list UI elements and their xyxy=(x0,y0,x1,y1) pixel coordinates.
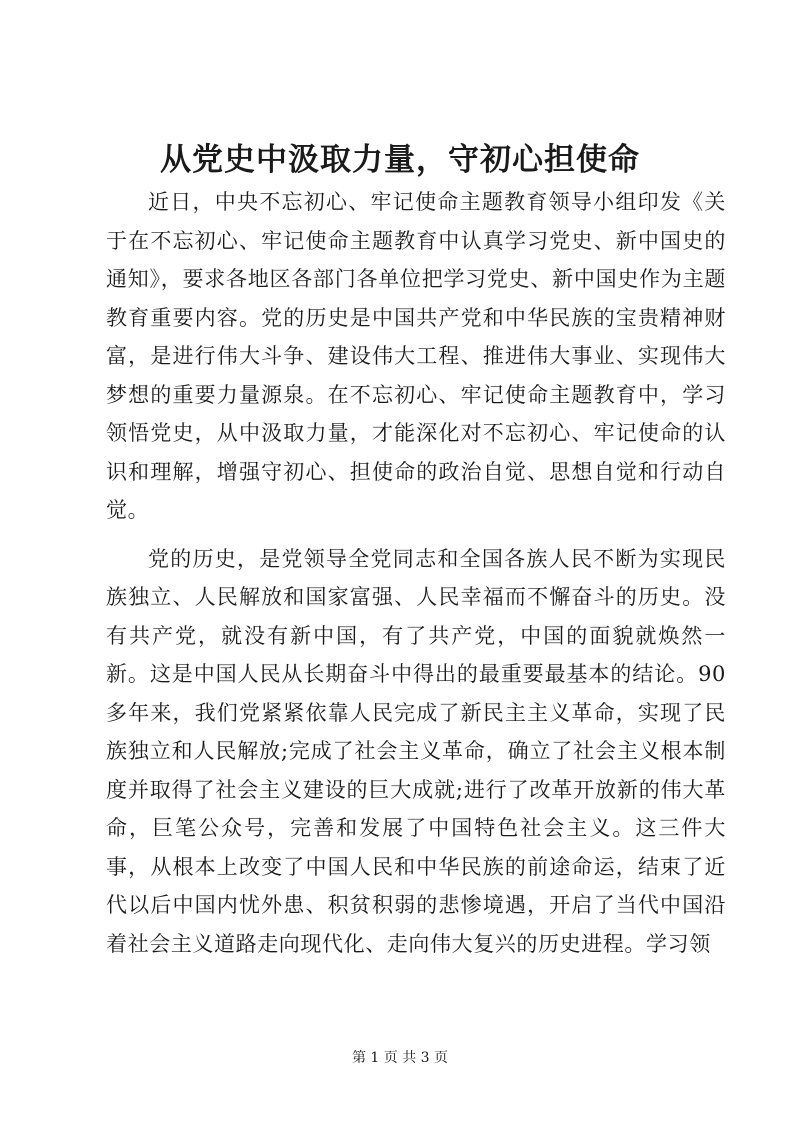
page-footer: 第 1 页 共 3 页 xyxy=(351,1050,449,1066)
paragraph-2: 党的历史，是党领导全党同志和全国各族人民不断为实现民族独立、人民解放和国家富强、人民幸福而不懈奋斗的历史。没有共产党，就没有新中国，有了共产党，中国的面貌就焕然一新。这是中国人民从长期奋斗中得出的最重要最基本的结论。90多年来，我们党紧紧依靠人民完成了新民主主义革命，实现了民族独立和人民解放;完成了社会主义革命，确立了社会主义根本制度并取得了社会主义建设的巨大成就;进行了改革开放新的伟大革命，巨笔公众号，完善和发展了中国特色社会主义。这三件大事，从根本上改变了中国人民和中华民族的前途命运，结束了近代以后中国内忧外患、积贫积弱的悲惨境遇，开启了当代中国沿着社会主义道路走向现代化、走向伟大复兴的历史进程。学习领 xyxy=(106,546,726,956)
paragraph-1: 近日，中央不忘初心、牢记使命主题教育领导小组印发《关于在不忘初心、牢记使命主题教育中认真学习党史、新中国史的通知》，要求各地区各部门各单位把学习党史、新中国史作为主题教育重要内容。党的历史是中国共产党和中华民族的宝贵精神财富，是进行伟大斗争、建设伟大工程、推进伟大事业、实现伟大梦想的重要力量源泉。在不忘初心、牢记使命主题教育中，学习领悟党史，从中汲取力量，才能深化对不忘初心、牢记使命的认识和理解，增强守初心、担使命的政治自觉、思想自觉和行动自觉。 xyxy=(106,190,726,522)
document-body xyxy=(106,183,726,973)
document-title: 从党史中汲取力量，守初心担使命 xyxy=(160,142,640,178)
